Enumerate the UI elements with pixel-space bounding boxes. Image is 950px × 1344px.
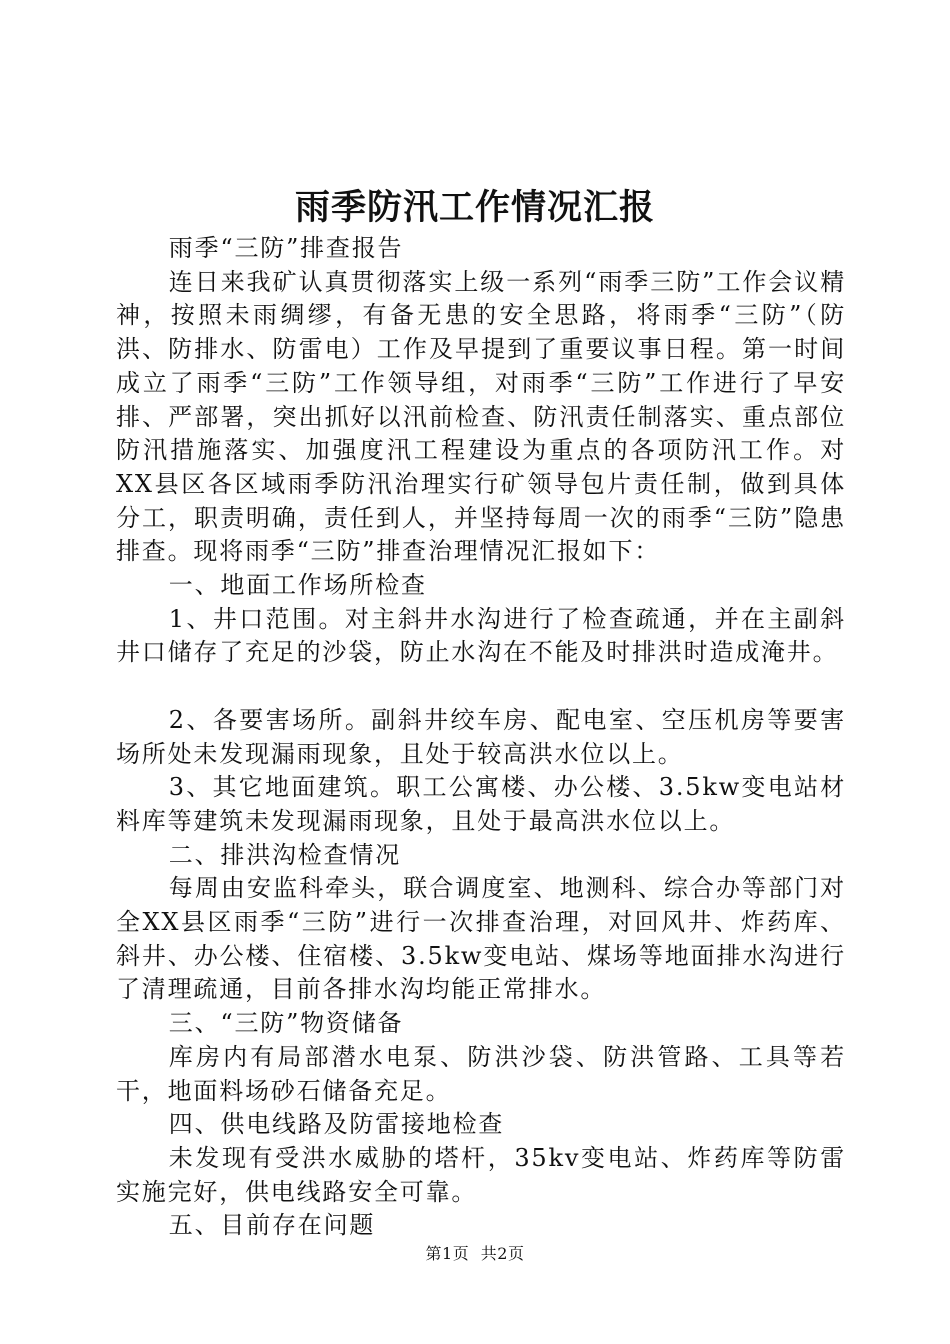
- report-subtitle: 雨季“三防”排查报告: [168, 234, 404, 262]
- page-total: 共2页: [480, 1244, 525, 1263]
- section-1-item-2: 2、各要害场所。副斜井绞车房、配电室、空压机房等要害场所处未发现漏雨现象，且处于较高洪水位以上。: [116, 705, 846, 768]
- section-2-text: 每周由安监科牵头，联合调度室、地测科、综合办等部门对全XX县区雨季“三防”进行一次排查治理，对回风井、炸药库、斜井、办公楼、住宿楼、3.5kw变电站、煤场等地面排水沟进行了清理疏通，目前各排水沟均能正常排水。: [116, 874, 846, 1004]
- section-2-heading: 二、排洪沟检查情况: [168, 840, 401, 869]
- section-4-heading: 四、供电线路及防雷接地检查: [168, 1110, 505, 1139]
- paragraph-gap: [116, 670, 846, 704]
- page-footer: [0, 1242, 950, 1266]
- section-4-text: 未发现有受洪水威胁的塔杆，35kv变电站、炸药库等防雷实施完好，供电线路安全可靠。: [116, 1143, 846, 1206]
- intro-paragraph: 连日来我矿认真贯彻落实上级一系列“雨季三防”工作会议精神，按照未雨绸缪，有备无患的安全思路，将雨季“三防”（防洪、防排水、防雷电）工作及早提到了重要议事日程。第一时间成立了雨季“三防”工作领导组，对雨季“三防”工作进行了早安排、严部署，突出抓好以汛前检查、防汛责任制落实、重点部位防汛措施落实、加强度汛工程建设为重点的各项防汛工作。对XX县区各区域雨季防汛治理实行矿领导包片责任制，做到具体分工，职责明确，责任到人，并坚持每周一次的雨季“三防”隐患排查。现将雨季“三防”排查治理情况汇报如下：: [116, 267, 846, 566]
- section-3-text: 库房内有局部潜水电泵、防洪沙袋、防洪管路、工具等若干，地面料场砂石储备充足。: [116, 1042, 846, 1105]
- document-body: [116, 232, 846, 1243]
- section-3-heading: 三、“三防”物资储备: [168, 1009, 404, 1038]
- page-number: 第1页: [425, 1244, 470, 1263]
- section-1-item-1: 1、井口范围。对主斜井水沟进行了检查疏通，并在主副斜井口储存了充足的沙袋，防止水沟在不能及时排洪时造成淹井。: [116, 604, 846, 667]
- section-1-heading: 一、地面工作场所检查: [168, 571, 427, 600]
- section-5-heading: 五、目前存在问题: [168, 1211, 376, 1240]
- document-title: 雨季防汛工作情况汇报: [294, 187, 655, 228]
- section-1-item-3: 3、其它地面建筑。职工公寓楼、办公楼、3.5kw变电站材料库等建筑未发现漏雨现象，且处于最高洪水位以上。: [116, 773, 846, 835]
